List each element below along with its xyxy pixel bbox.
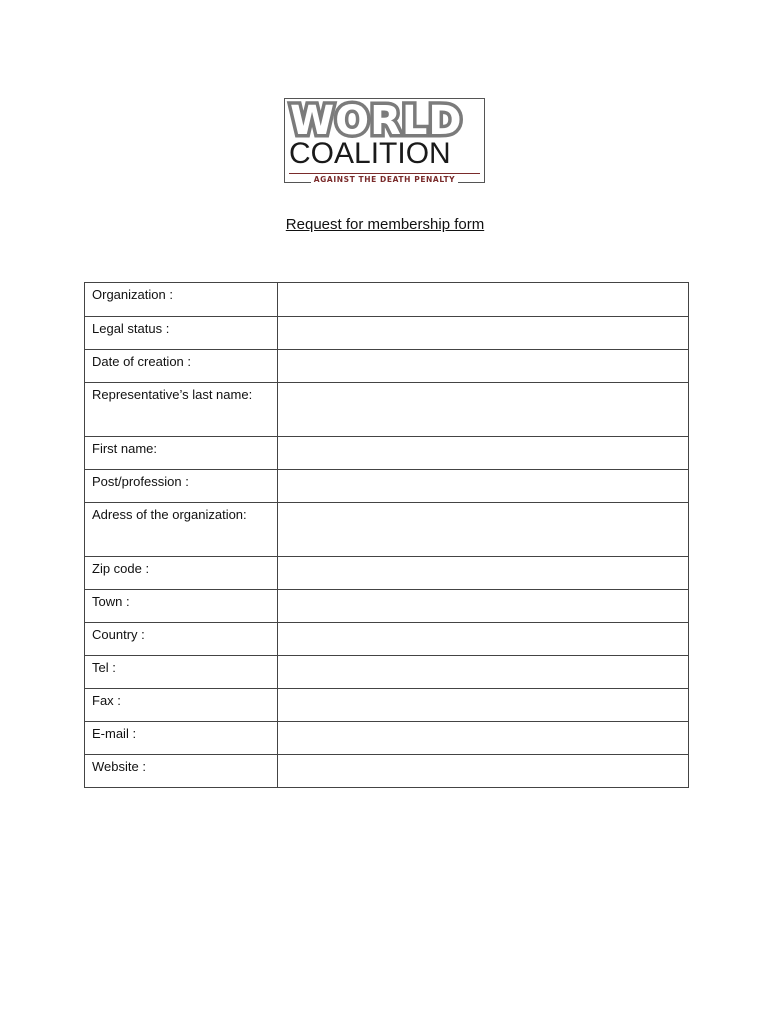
field-input-zip-code[interactable]	[277, 557, 689, 590]
form-row-legal-status	[85, 317, 689, 350]
form-row-first-name	[85, 437, 689, 470]
field-label-address: Adress of the organization:	[85, 503, 278, 557]
field-input-town[interactable]	[277, 590, 689, 623]
field-input-first-name[interactable]	[277, 437, 689, 470]
field-label-representative-last-name: Representative’s last name:	[85, 383, 278, 437]
field-label-fax: Fax :	[85, 689, 278, 722]
logo-line-coalition: COALITION	[289, 137, 451, 170]
field-label-post-profession: Post/profession :	[85, 470, 278, 503]
logo-tagline-text: AGAINST THE DEATH PENALTY	[311, 175, 458, 184]
field-label-email: E-mail :	[85, 722, 278, 755]
form-row-zip-code	[85, 557, 689, 590]
form-row-town	[85, 590, 689, 623]
form-row-post-profession	[85, 470, 689, 503]
form-row-country	[85, 623, 689, 656]
field-label-legal-status: Legal status :	[85, 317, 278, 350]
form-title: Request for membership form	[285, 216, 485, 233]
logo-line-world: WORLD	[290, 98, 463, 144]
field-input-representative-last-name[interactable]	[277, 383, 689, 437]
membership-form-table	[84, 282, 689, 788]
form-row-address	[85, 503, 689, 557]
field-label-date-of-creation: Date of creation :	[85, 350, 278, 383]
form-row-website	[85, 755, 689, 788]
field-input-date-of-creation[interactable]	[277, 350, 689, 383]
field-label-first-name: First name:	[85, 437, 278, 470]
field-input-fax[interactable]	[277, 689, 689, 722]
form-row-tel	[85, 656, 689, 689]
field-label-tel: Tel :	[85, 656, 278, 689]
field-label-organization: Organization :	[85, 283, 278, 317]
field-input-legal-status[interactable]	[277, 317, 689, 350]
field-input-email[interactable]	[277, 722, 689, 755]
logo-tagline	[285, 175, 484, 184]
field-label-country: Country :	[85, 623, 278, 656]
field-input-organization[interactable]	[277, 283, 689, 317]
form-row-representative-last-name	[85, 383, 689, 437]
form-row-date-of-creation	[85, 350, 689, 383]
field-input-tel[interactable]	[277, 656, 689, 689]
field-input-country[interactable]	[277, 623, 689, 656]
field-input-post-profession[interactable]	[277, 470, 689, 503]
field-label-website: Website :	[85, 755, 278, 788]
world-coalition-logo	[284, 98, 485, 183]
logo-divider	[289, 173, 480, 174]
form-row-fax	[85, 689, 689, 722]
field-input-address[interactable]	[277, 503, 689, 557]
field-input-website[interactable]	[277, 755, 689, 788]
field-label-town: Town :	[85, 590, 278, 623]
field-label-zip-code: Zip code :	[85, 557, 278, 590]
form-row-organization	[85, 283, 689, 317]
form-row-email	[85, 722, 689, 755]
